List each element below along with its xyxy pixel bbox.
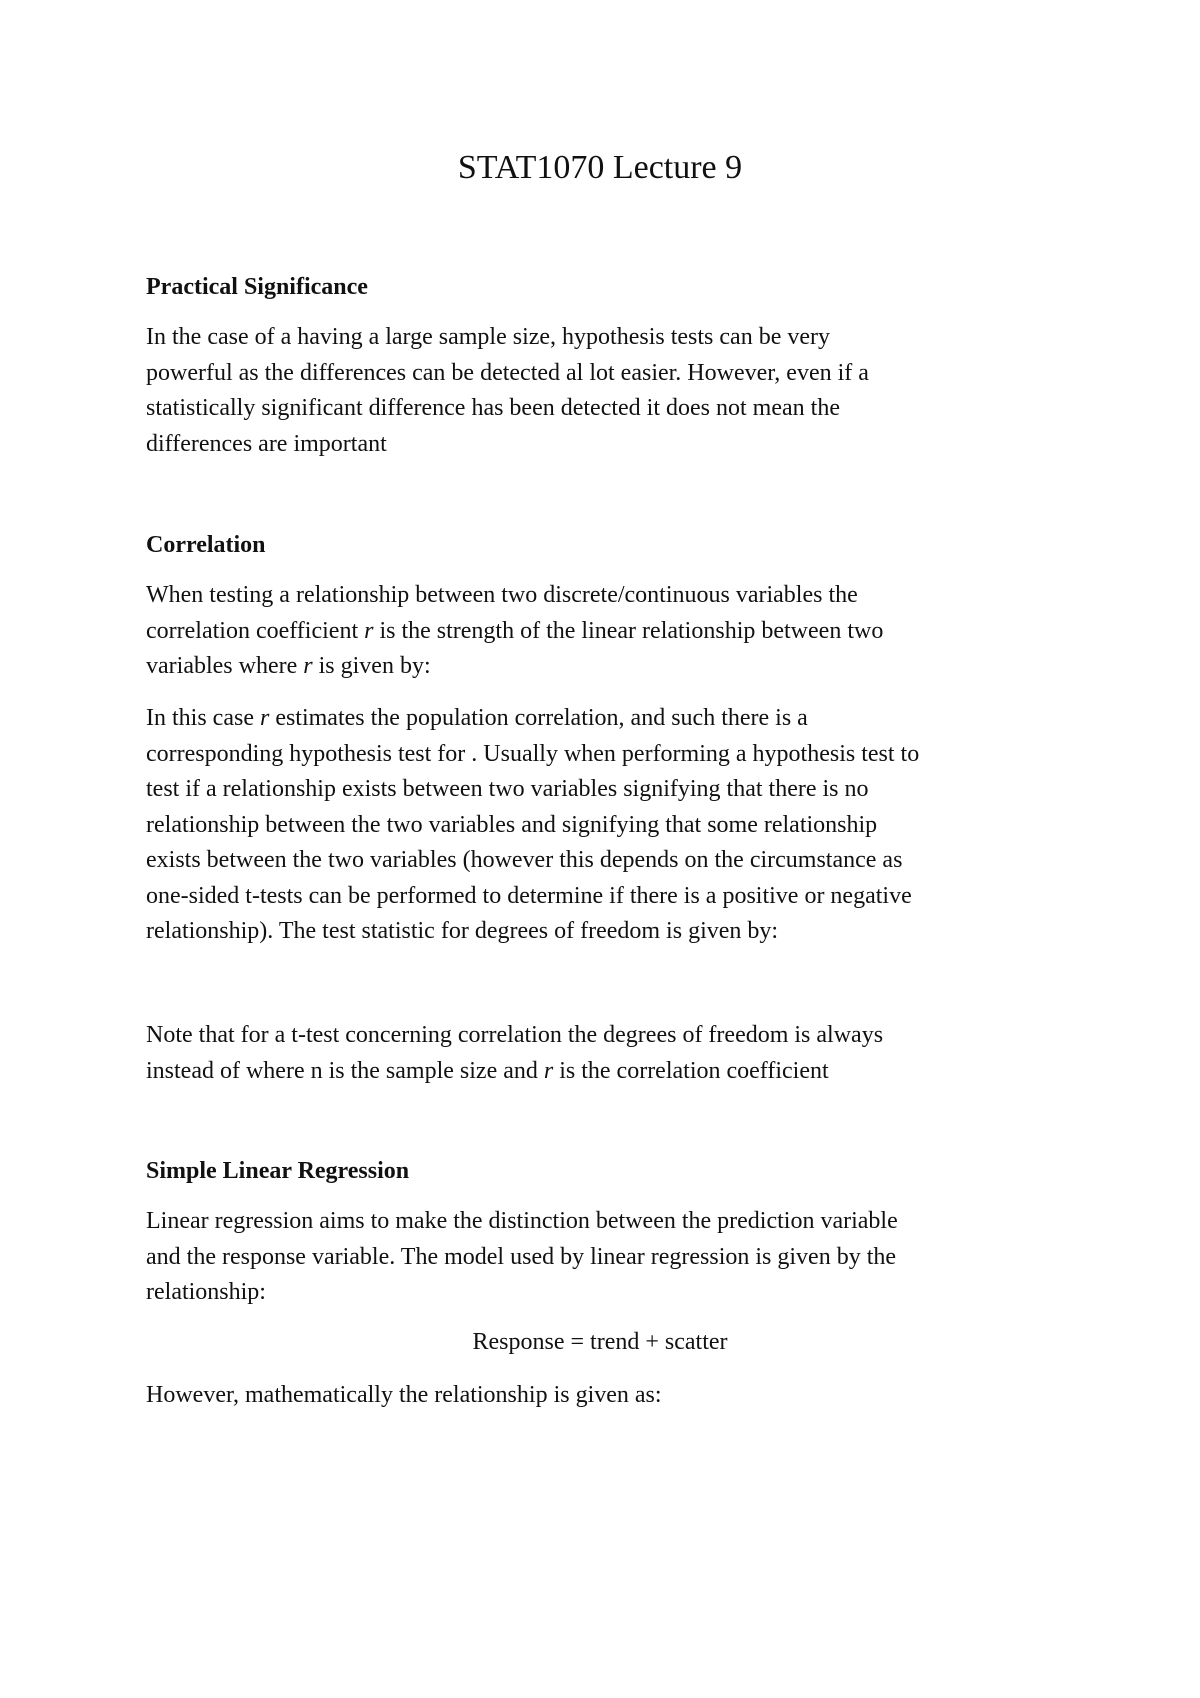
text-line: However, mathematically the relationship is given as: [146, 1382, 662, 1408]
text-line: Linear regression aims to make the distinction between the prediction variable [146, 1208, 898, 1234]
text-line: corresponding hypothesis test for . Usually when performing a hypothesis test to [146, 740, 920, 767]
variable-r: r [364, 617, 374, 644]
text-line: correlation coefficient r is the strength of the linear relationship between two [146, 617, 884, 644]
text-line: test if a relationship exists between two variables signifying that there is no [146, 776, 869, 802]
paragraph-correlation-note [146, 1018, 1076, 1089]
text-line: relationship between the two variables and signifying that some relationship [146, 811, 878, 838]
heading-simple-linear-regression: Simple Linear Regression [146, 1158, 410, 1184]
text-line: In this case r estimates the population correlation, and such there is a [146, 705, 808, 731]
paragraph-regression [146, 1204, 1076, 1311]
text-line: differences are important [146, 430, 387, 457]
text-line: exists between the two variables (however this depends on the circumstance as [146, 847, 903, 873]
heading-practical-significance: Practical Significance [146, 274, 368, 300]
paragraph-correlation-hypothesis [146, 701, 1076, 950]
paragraph-correlation-definition [146, 578, 1076, 685]
text-line: variables where r is given by: [146, 653, 431, 679]
text-line: relationship). The test statistic for degrees of freedom is given by: [146, 918, 779, 944]
text-line: and the response variable. The model used by linear regression is given by the [146, 1243, 897, 1270]
heading-correlation: Correlation [146, 532, 266, 558]
text-line: statistically significant difference has been detected it does not mean the [146, 395, 840, 421]
document-title: STAT1070 Lecture 9 [457, 149, 743, 186]
text-line: In the case of a having a large sample size, hypothesis tests can be very [146, 324, 830, 350]
text-line: powerful as the differences can be detected al lot easier. However, even if a [146, 359, 869, 386]
text-line: Note that for a t-test concerning correlation the degrees of freedom is always [146, 1022, 884, 1048]
text-line: instead of where n is the sample size and r is the correlation coefficient [146, 1057, 829, 1084]
text-line: relationship: [146, 1279, 266, 1305]
regression-formula: Response = trend + scatter [472, 1329, 728, 1355]
variable-r: r [543, 1057, 554, 1084]
paragraph-practical-significance [146, 320, 1076, 462]
variable-r: r [303, 653, 313, 679]
paragraph-regression-closing [146, 1378, 1076, 1414]
text-line: one-sided t-tests can be performed to determine if there is a positive or negative [146, 882, 912, 909]
variable-r: r [259, 705, 270, 731]
text-line: When testing a relationship between two discrete/continuous variables the [146, 582, 858, 608]
